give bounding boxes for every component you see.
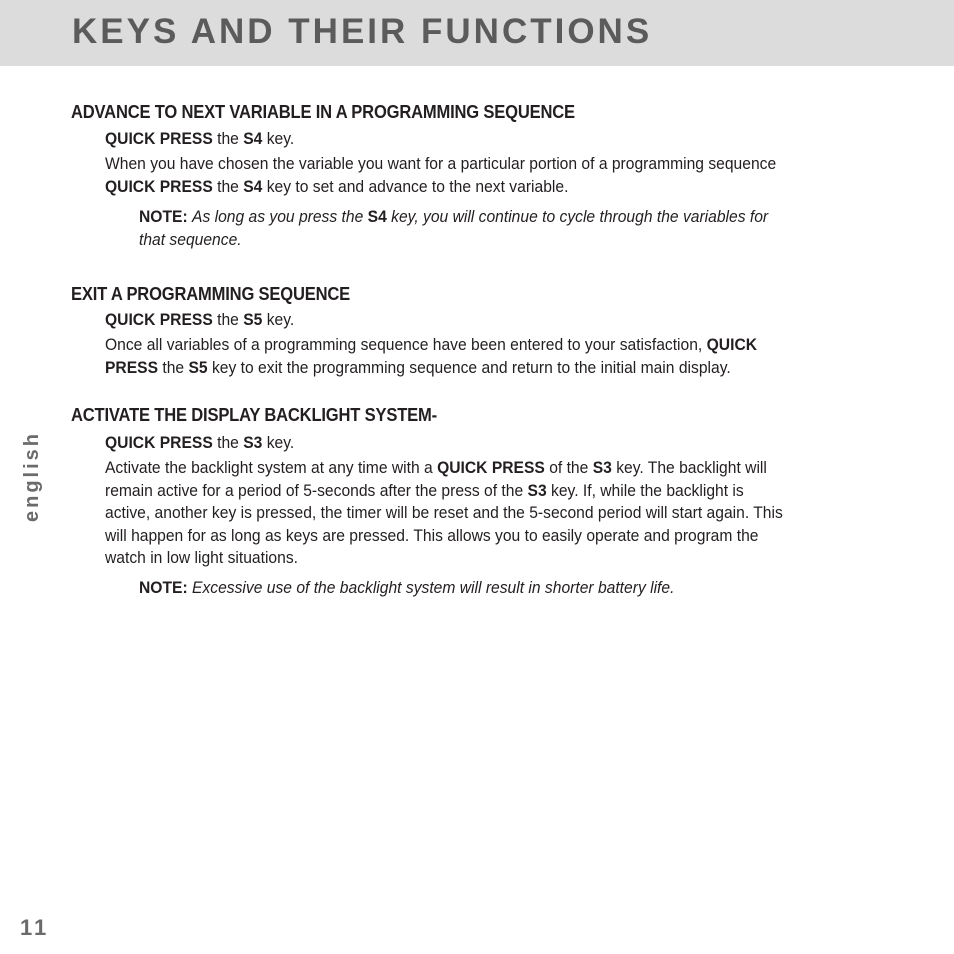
body-bold: PRESS — [105, 357, 159, 377]
body-text: will happen for as long as keys are pressed. This allows you to easily operate and program the — [105, 525, 759, 545]
section-heading-backlight: ACTIVATE THE DISPLAY BACKLIGHT SYSTEM- — [71, 405, 437, 425]
instruction-the: the — [217, 129, 239, 148]
body-advance — [105, 153, 896, 198]
instruction-backlight — [105, 432, 896, 455]
body-exit — [105, 334, 896, 379]
body-text: Once all variables of a programming sequence have been entered to your satisfaction, — [105, 335, 703, 354]
body-text: the — [217, 176, 239, 196]
body-backlight — [105, 457, 896, 570]
note-text: key, you will continue to cycle through the variables for — [391, 207, 769, 226]
note-bold: S4 — [367, 207, 387, 226]
body-text: of the — [549, 458, 589, 477]
note-label: NOTE: — [139, 578, 188, 597]
body-bold: QUICK PRESS — [105, 176, 213, 196]
instruction-suffix: key. — [266, 129, 295, 148]
instruction-exit — [105, 309, 896, 332]
body-text: key to exit the programming sequence and return to the initial main display. — [211, 357, 731, 377]
instruction-the: the — [217, 433, 239, 452]
body-bold: S5 — [188, 357, 208, 377]
note-text: As long as you press the — [192, 207, 364, 226]
instruction-key: S3 — [243, 433, 263, 452]
body-text: the — [162, 357, 185, 377]
body-bold: QUICK PRESS — [437, 458, 545, 477]
page-title: KEYS AND THEIR FUNCTIONS — [72, 12, 653, 51]
body-text: key. The backlight will — [616, 458, 767, 477]
section-heading-advance: ADVANCE TO NEXT VARIABLE IN A PROGRAMMING SEQUENCE — [71, 102, 575, 122]
body-text: Activate the backlight system at any time with a — [105, 458, 433, 477]
note-label: NOTE: — [139, 207, 188, 226]
note-backlight — [139, 577, 866, 600]
note-text: that sequence. — [139, 229, 242, 249]
body-text: When you have chosen the variable you want for a particular portion of a programming sequence — [105, 154, 777, 173]
body-bold: QUICK — [706, 335, 758, 354]
instruction-the: the — [217, 310, 239, 329]
body-bold: S3 — [592, 458, 612, 477]
instruction-suffix: key. — [266, 310, 295, 329]
note-advance — [139, 206, 866, 251]
page-number: 11 — [20, 915, 50, 940]
body-text: key to set and advance to the next variable. — [266, 176, 569, 196]
body-text: remain active for a period of 5-seconds after the press of the — [105, 480, 524, 500]
instruction-advance — [105, 128, 896, 151]
note-text: Excessive use of the backlight system will result in shorter battery life. — [192, 578, 675, 597]
instruction-key: S5 — [243, 310, 263, 329]
body-text: active, another key is pressed, the timer will be reset and the 5-second period will start again. This — [105, 503, 783, 522]
instruction-action: QUICK PRESS — [105, 433, 213, 452]
instruction-suffix: key. — [266, 433, 295, 452]
instruction-action: QUICK PRESS — [105, 129, 213, 148]
body-text: key. If, while the backlight is — [551, 480, 744, 500]
header-band — [0, 0, 954, 66]
instruction-key: S4 — [243, 129, 263, 148]
body-bold: S3 — [527, 480, 547, 500]
language-side-label: english — [21, 430, 43, 522]
section-heading-exit: EXIT A PROGRAMMING SEQUENCE — [71, 284, 351, 304]
body-bold: S4 — [243, 176, 263, 196]
body-text: watch in low light situations. — [105, 548, 298, 567]
instruction-action: QUICK PRESS — [105, 310, 213, 329]
